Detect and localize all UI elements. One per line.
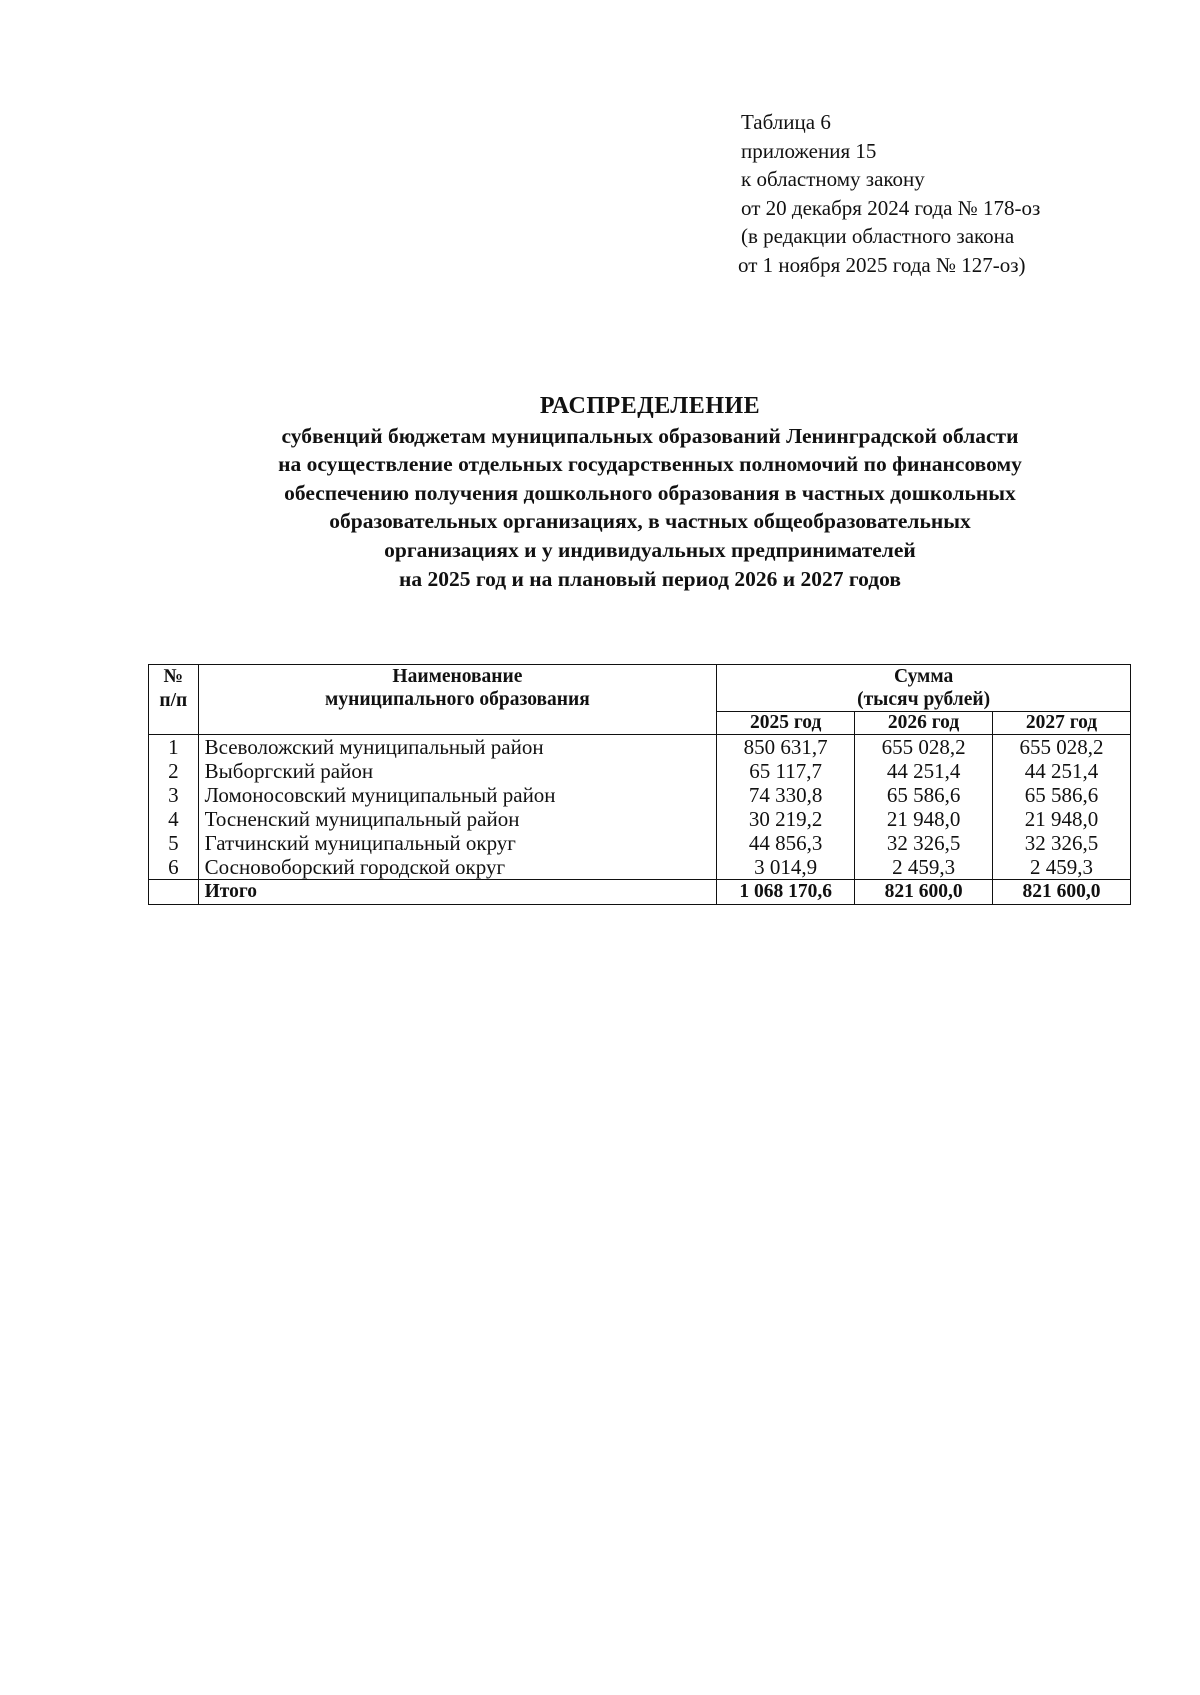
row-number: 2 (149, 759, 199, 783)
reference-line: Таблица 6 (741, 110, 831, 134)
row-value-2027: 21 948,0 (993, 807, 1131, 831)
total-label: Итого (198, 880, 717, 905)
row-number: 6 (149, 855, 199, 880)
row-name: Сосновоборский городской округ (198, 855, 717, 880)
total-value-2025: 1 068 170,6 (717, 880, 855, 905)
title-line: на 2025 год и на плановый период 2026 и 2027 годов (399, 566, 901, 591)
header-sum-line2: (тысяч рублей) (857, 689, 991, 710)
table-row (149, 855, 1131, 880)
header-number-abbr: п/п (159, 690, 188, 711)
header-sum-line1: Сумма (893, 666, 954, 687)
row-name: Всеволожский муниципальный район (198, 735, 717, 760)
row-value-2026: 21 948,0 (855, 807, 993, 831)
header-name (198, 665, 717, 735)
row-number: 5 (149, 831, 199, 855)
header-sum (717, 665, 1131, 712)
reference-line: (в редакции областного закона (741, 224, 1015, 248)
header-year-2027: 2027 год (993, 712, 1131, 735)
row-value-2027: 2 459,3 (993, 855, 1131, 880)
title-line: организациях и у индивидуальных предпринимателей (384, 537, 916, 562)
row-value-2026: 655 028,2 (855, 735, 993, 760)
header-number-sign: № (163, 666, 184, 687)
reference-line: приложения 15 (741, 138, 877, 163)
row-value-2025: 44 856,3 (717, 831, 855, 855)
row-value-2026: 65 586,6 (855, 783, 993, 807)
header-name-line2: муниципального образования (325, 689, 590, 710)
row-number: 4 (149, 807, 199, 831)
table-row (149, 783, 1131, 807)
row-name: Тосненский муниципальный район (198, 807, 717, 831)
total-number (149, 880, 199, 905)
row-value-2027: 32 326,5 (993, 831, 1131, 855)
title-line: образовательных организациях, в частных общеобразовательных (329, 509, 971, 534)
row-value-2025: 3 014,9 (717, 855, 855, 880)
title-line: обеспечению получения дошкольного образования в частных дошкольных (284, 480, 1016, 505)
table-total-row (149, 880, 1131, 905)
row-value-2025: 850 631,7 (717, 735, 855, 760)
row-value-2027: 655 028,2 (993, 735, 1131, 760)
header-year-2025: 2025 год (717, 712, 855, 735)
table-header-row (149, 665, 1131, 712)
row-value-2025: 30 219,2 (717, 807, 855, 831)
table-row (149, 807, 1131, 831)
title-main: РАСПРЕДЕЛЕНИЕ (539, 393, 761, 419)
row-name: Гатчинский муниципальный округ (198, 831, 717, 855)
row-value-2026: 44 251,4 (855, 759, 993, 783)
reference-line: от 20 декабря 2024 года № 178-оз (741, 195, 1041, 220)
total-value-2026: 821 600,0 (855, 880, 993, 905)
row-name: Ломоносовский муниципальный район (198, 783, 717, 807)
title-line: субвенций бюджетам муниципальных образований Ленинградской области (281, 423, 1019, 448)
row-value-2025: 74 330,8 (717, 783, 855, 807)
table-row (149, 735, 1131, 760)
row-value-2026: 32 326,5 (855, 831, 993, 855)
title-line: на осуществление отдельных государственных полномочий по финансовому (278, 452, 1022, 477)
table-row (149, 759, 1131, 783)
reference-block (738, 108, 1161, 279)
row-value-2027: 65 586,6 (993, 783, 1131, 807)
row-value-2025: 65 117,7 (717, 759, 855, 783)
total-value-2027: 821 600,0 (993, 880, 1131, 905)
header-year-2026: 2026 год (855, 712, 993, 735)
header-number (149, 665, 199, 735)
reference-line: от 1 ноября 2025 года № 127-оз) (738, 252, 1026, 277)
distribution-table (148, 664, 1131, 905)
header-name-line1: Наименование (392, 666, 523, 687)
reference-line: к областному закону (741, 167, 925, 191)
row-value-2027: 44 251,4 (993, 759, 1131, 783)
row-value-2026: 2 459,3 (855, 855, 993, 880)
document-title (140, 392, 1160, 593)
row-number: 1 (149, 735, 199, 760)
row-name: Выборгский район (198, 759, 717, 783)
table-row (149, 831, 1131, 855)
row-number: 3 (149, 783, 199, 807)
